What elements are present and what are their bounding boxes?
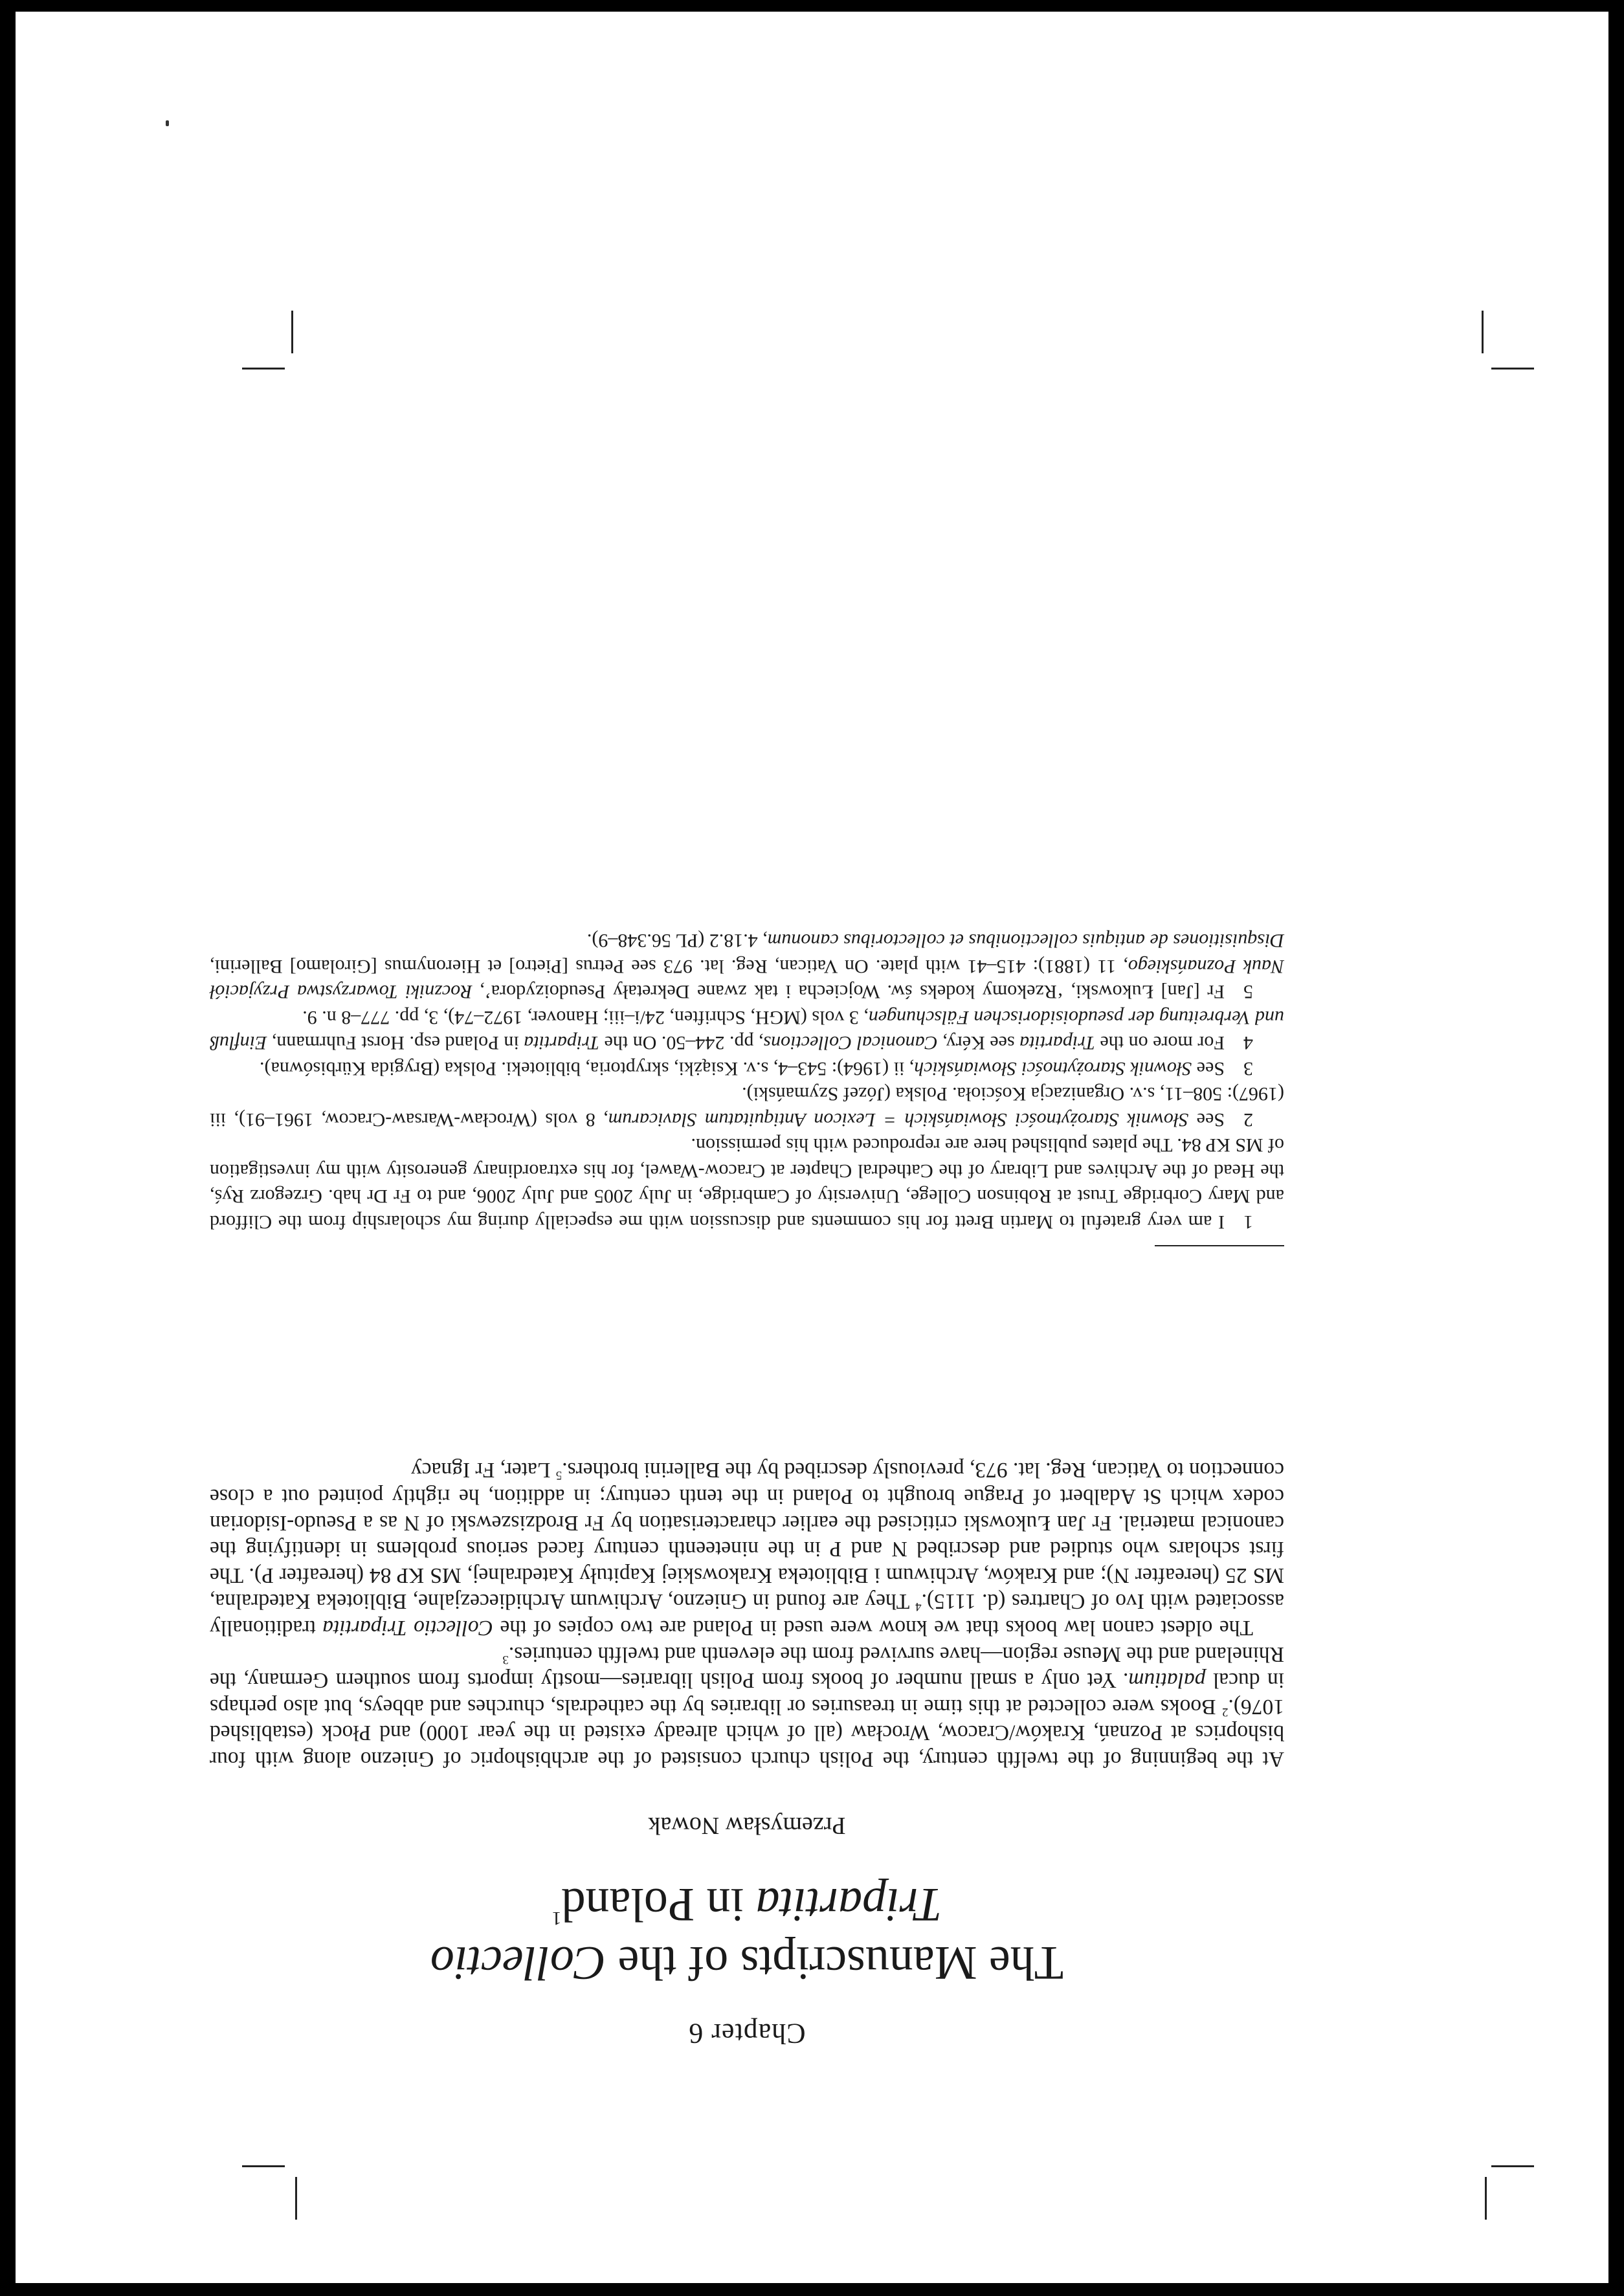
scanned-page (16, 12, 1608, 2283)
paragraph: The oldest canon law books that we know were used in Poland are two copies of the Collectio Tripartita traditionally associated with Ivo of Chartres (d. 1115).$^4$ They are found in Gniezno, Archiwum Archidiecezjalne, Biblioteka Katedralna, MS 25 (hereafter N); and Kraków, Archiwum i Biblioteka Krakowskiej Kapituły Katedralnej, MS KP 84 (hereafter P). The first scholars who studied and described N and P in the nineteenth century faced serious problems in identifying the canonical material. Fr Jan Łukowski criticised the earlier characterisation by Fr Brodziszewski of N as a Pseudo-Isidorian codex which St Adalbert of Prague brought to Poland in the tenth century; in addition, he rightly pointed out a close connection to Vatican, Reg. lat. 973, previously described by the Ballerini brothers.$^5$ Later, Fr Ignacy (210, 1458, 1284, 1640)
crop-mark (1485, 2177, 1487, 2220)
footnote-number: 1 (1243, 1211, 1253, 1233)
footnote-number: 3 (1243, 1058, 1253, 1079)
footnote: 2See Słownik Starożytności Słowiańskich = Lexicon Antiquitatum Slavicarum, 8 vols (Wrocław-Warsaw-Cracow, 1961–91), iii (1967): 508–11, s.v. Organizacja Kościoła. Polska (Józef Szymański). (210, 1081, 1284, 1132)
footnote-number: 5 (1243, 981, 1253, 1003)
paragraph: At the beginning of the twelfth century, the Polish church consisted of the archbishopric of Gniezno along with four bishoprics at Poznań, Kraków/Cracow, Wrocław (all of which already existed in the year 1000) and Płock (established 1076).$^2$ Books were collected at this time in treasuries or libraries by the cathedrals, churches and abbeys, but also perhaps in ducal palatium. Yet only a small number of books from Polish libraries—mostly imports from southern Germany, the Rhineland and the Meuse region—have survived from the eleventh and twelfth centuries.$^3$ (210, 1642, 1284, 1771)
footnote: 4For more on the Tripartita see Kéry, Canonical Collections, pp. 244–50. On the Tripartita in Poland esp. Horst Fuhrmann, Einfluß und Verbreitung der pseudoisidorischen Fälschungen, 3 vols (MGH, Schriften, 24/i–iii; Hanover, 1972–74), 3, pp. 777–8 n. 9. (210, 1005, 1284, 1056)
crop-mark (291, 311, 293, 353)
footnote-ref: 1 (551, 1908, 562, 1929)
rotated-page-content (210, 503, 1284, 2095)
crop-mark (242, 2165, 285, 2167)
footnote: 3See Słownik Starożytności Słowiańskich, ii (1964): 543–4, s.v. Książki, skryptoria, biblioteki. Polska (Brygida Kürbisówna). (210, 1056, 1284, 1082)
chapter-title: The Manuscripts of the Collectio Tripartita in Poland$^1$ (430, 1878, 1064, 1989)
crop-mark (242, 368, 285, 370)
crop-mark (295, 2177, 297, 2220)
footnote-divider (1155, 1245, 1284, 1246)
footnotes (210, 928, 1284, 1235)
crop-mark (1491, 368, 1534, 370)
footnote: 1I am very grateful to Martin Brett for his comments and discussion with me especially during my scholarship from the Clifford and Mary Corbridge Trust at Robinson College, University of Cambridge, in July 2005 and July 2006, and to Fr Dr hab. Grzegorz Ryś, the Head of the Archives and Library of the Cathedral Chapter at Cracow-Wawel, for his extraordinary generosity with my investigation of MS KP 84. The plates published here are reproduced with his permission. (210, 1132, 1284, 1235)
author-name: Przemysław Nowak (648, 1812, 846, 1839)
body-text (210, 1457, 1284, 1772)
footnote: 5Fr [Jan] Łukowski, ‘Rzekomy kodeks św. Wojciecha i tak zwane Dekretały Pseudoizydora’, Roczniki Towarzystwa Przyjaciół Nauk Poznańskiego, 11 (1881): 415–41 with plate. On Vatican, Reg. lat. 973 see Petrus [Pietro] et Hieronymus [Girolamo] Ballerini, Disquisitiones de antiquis collectionibus et collectoribus canonum, 4.18.2 (PL 56.348–9). (210, 928, 1284, 1005)
chapter-label: Chapter 6 (688, 2018, 806, 2049)
scan-speck (166, 120, 169, 126)
footnote-ref: 4 (915, 1600, 922, 1614)
footnote-ref: 2 (1221, 1705, 1229, 1719)
footnote-ref: 5 (555, 1468, 562, 1483)
footnote-number: 4 (1243, 1032, 1253, 1054)
footnote-ref: 3 (502, 1652, 509, 1666)
footnote-number: 2 (1243, 1109, 1253, 1131)
crop-mark (1491, 2165, 1534, 2167)
crop-mark (1482, 311, 1484, 353)
